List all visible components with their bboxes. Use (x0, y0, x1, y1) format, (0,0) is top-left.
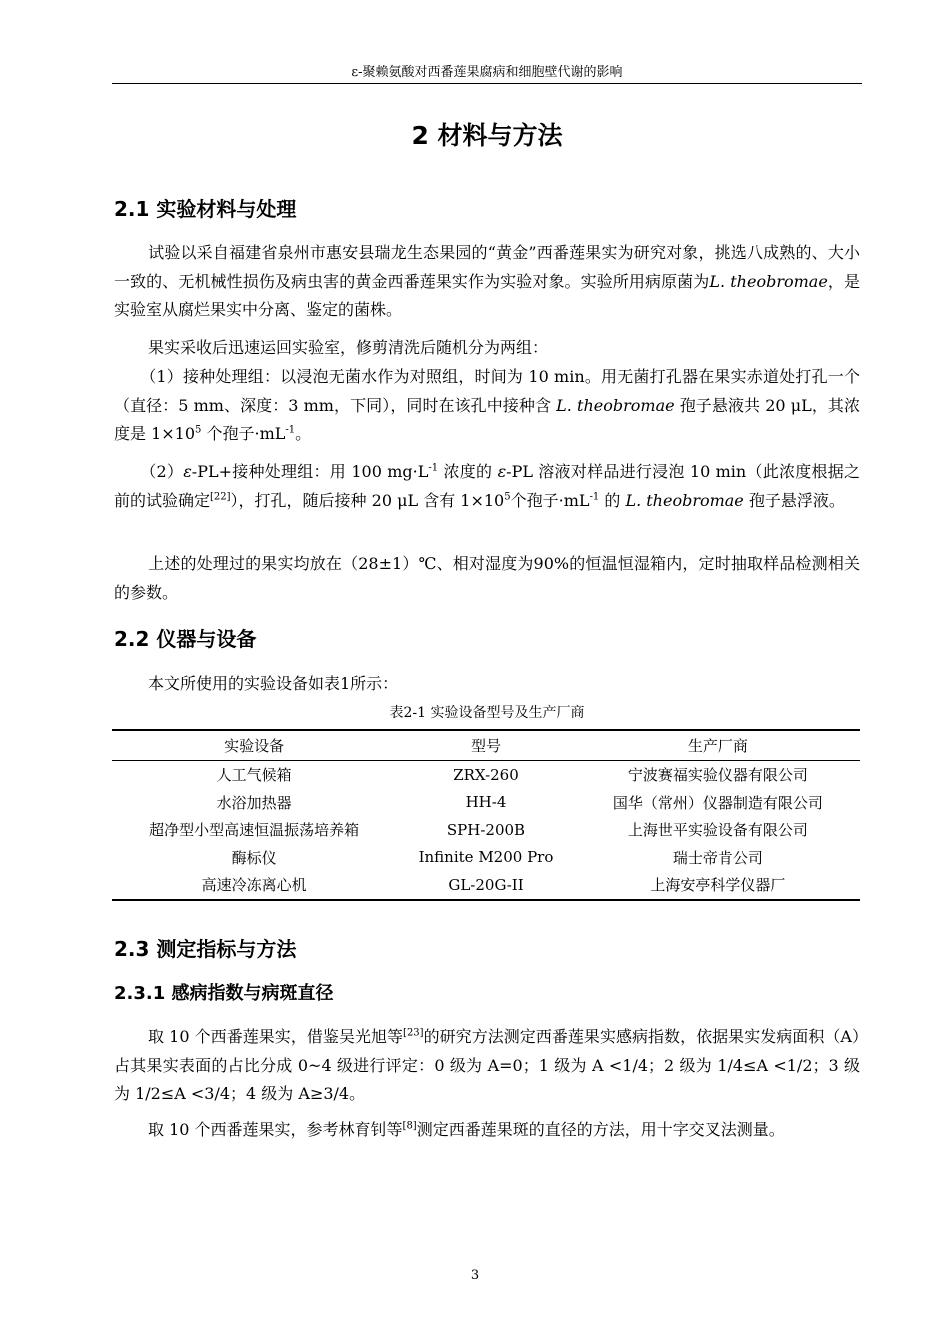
chapter-title: 2 材料与方法 (411, 121, 563, 150)
table-row (112, 816, 860, 844)
paragraph-group-2: （2）ε-PL+接种处理组：用 100 $mg\cdot L^{-1}$ 浓度的 ε-PL 溶液对样品进行浸泡 10 min（此浓度根据之前的试验确定[22]），打孔，随后接种 20 μL 含有 $1\times 10^5$个孢子$\cdot mL^{-1}$ 的 L. theobromae 孢子悬浮液。 (114, 462, 860, 510)
running-header: ε-聚赖氨酸对西番莲果腐病和细胞壁代谢的影响 (351, 65, 623, 80)
table-row (112, 761, 860, 789)
paragraph-storage: 上述的处理过的果实均放在（28±1）℃、相对湿度为90%的恒温恒湿箱内，定时抽取样品检测相关的参数。 (114, 554, 860, 602)
table-cell: 瑞士帝肯公司 (672, 848, 763, 867)
table-cell: GL-20G-II (448, 875, 524, 894)
page-number: 3 (470, 1268, 480, 1283)
column-header: 型号 (470, 737, 501, 755)
table-cell: HH-4 (465, 793, 507, 812)
subsection-heading-2-3-1: 2.3.1 感病指数与病斑直径 (114, 983, 334, 1004)
equipment-table (112, 729, 860, 901)
paragraph-lesion-diameter: 取 10 个西番莲果实，参考林育钊等[8]测定西番莲果斑的直径的方法，用十字交叉法测量。 (148, 1120, 785, 1139)
section-heading-2-1: 2.1 实验材料与处理 (114, 197, 297, 221)
table-cell: 酶标仪 (231, 848, 277, 867)
table-caption: 表2-1 实验设备型号及生产厂商 (389, 705, 585, 721)
paragraph-materials: 试验以采自福建省泉州市惠安县瑞龙生态果园的“黄金”西番莲果实为研究对象，挑选八成熟的、大小一致的、无机械性损伤及病虫害的黄金西番莲果实作为实验对象。实验所用病原菌为L. theobromae，是实验室从腐烂果实中分离、鉴定的菌株。 (114, 243, 860, 319)
table-cell: ZRX-260 (453, 765, 519, 784)
table-cell: 上海安亭科学仪器厂 (650, 876, 786, 895)
paragraph-equipment-intro: 本文所使用的实验设备如表1所示： (148, 674, 399, 693)
table-cell: 水浴加热器 (216, 793, 292, 812)
paragraph-group-1: （1）接种处理组：以浸泡无菌水作为对照组，时间为 10 min。用无菌打孔器在果实赤道处打孔一个（直径：5 mm、深度：3 mm，下同），同时在该孔中接种含 L. theobromae 孢子悬液共 20 μL，其浓度是 $1\times 10^5$ 个孢子$\cdot mL^{-1}$。 (114, 367, 860, 443)
citation-ref: [23] (403, 1027, 424, 1039)
species-name: L. theobromae (625, 490, 744, 510)
section-heading-2-3: 2.3 测定指标与方法 (114, 937, 297, 961)
table-header-row (112, 730, 860, 761)
table-cell: 宁波赛福实验仪器有限公司 (627, 766, 808, 785)
table-row (112, 844, 860, 872)
table-cell: 人工气候箱 (216, 766, 292, 785)
column-header: 生产厂商 (687, 737, 748, 755)
paragraph-disease-index: 取 10 个西番莲果实，借鉴吴光旭等[23]的研究方法测定西番莲果实感病指数，依据果实发病面积（A）占其果实表面的占比分成 0~4 级进行评定：0 级为 A=0；1 级为 A <1/4；2 级为 1/4≤A <1/2；3 级为 1/2≤A <3/4；4 级为 A≥3/4。 (114, 1027, 860, 1103)
species-name: L. theobromae (709, 271, 828, 291)
table-cell: 高速冷冻离心机 (201, 876, 307, 895)
table-cell: SPH-200B (446, 820, 526, 839)
table-row (112, 789, 860, 817)
table-cell: 超净型小型高速恒温振荡培养箱 (149, 821, 360, 840)
header-rule (112, 83, 862, 84)
table-cell: Infinite M200 Pro (418, 848, 554, 867)
table-cell: 上海世平实验设备有限公司 (627, 821, 808, 840)
table-cell: 国华（常州）仪器制造有限公司 (612, 793, 823, 812)
column-header: 实验设备 (224, 737, 285, 755)
section-heading-2-2: 2.2 仪器与设备 (114, 627, 257, 651)
citation-ref: [8] (402, 1120, 417, 1132)
citation-ref: [22] (210, 491, 231, 503)
table-row (112, 871, 860, 900)
paragraph-grouping: 果实采收后迅速运回实验室，修剪清洗后随机分为两组： (148, 338, 549, 357)
species-name: L. theobromae (556, 395, 675, 415)
